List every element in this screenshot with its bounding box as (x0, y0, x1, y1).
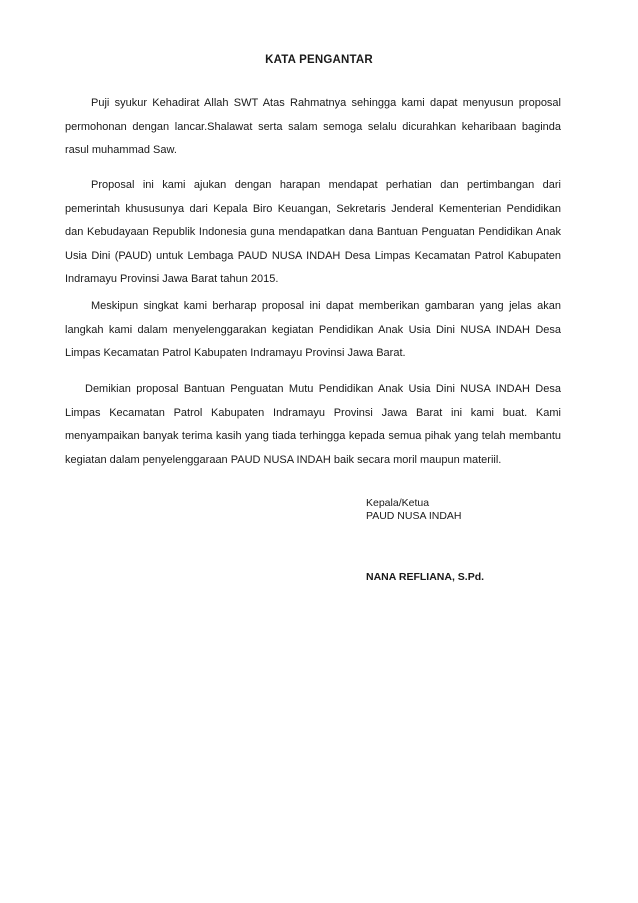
paragraph-3 (65, 295, 561, 366)
signature-role: Kepala/Ketua (366, 497, 430, 509)
paragraph-2 (65, 174, 561, 292)
document-title: KATA PENGANTAR (265, 54, 373, 66)
signature-name: NANA REFLIANA, S.Pd. (366, 571, 485, 583)
paragraph-4 (65, 378, 561, 472)
paragraph-1 (65, 92, 561, 163)
paragraph-2-text: Proposal ini kami ajukan dengan harapan mendapat perhatian dan pertimbangan dari pemerintah khususunya dari Kepala Biro Keuangan, Sekretaris Jenderal Kementerian Pendidikan dan Kebudayaan Republik Indonesia guna mendapatkan dana Bantuan Penguatan Pendidikan Anak Usia Dini (PAUD) untuk Lembaga PAUD NUSA INDAH Desa Limpas Kecamatan Patrol Kabupaten Indramayu Provinsi Jawa Barat tahun 2015. (65, 179, 561, 285)
signature-organization: PAUD NUSA INDAH (366, 510, 462, 522)
paragraph-4-text: Demikian proposal Bantuan Penguatan Mutu Pendidikan Anak Usia Dini NUSA INDAH Desa Limpas Kecamatan Patrol Kabupaten Indramayu Provinsi Jawa Barat ini kami buat. Kami menyampaikan banyak terima kasih yang tiada terhingga kepada semua pihak yang telah membantu kegiatan dalam penyelenggaraan PAUD NUSA INDAH baik secara moril maupun materiil. (65, 383, 561, 466)
paragraph-1-text: Puji syukur Kehadirat Allah SWT Atas Rahmatnya sehingga kami dapat menyusun proposal permohonan dengan lancar.Shalawat serta salam semoga selalu dicurahkan keharibaan baginda rasul muhammad Saw. (65, 97, 561, 156)
paragraph-3-text: Meskipun singkat kami berharap proposal ini dapat memberikan gambaran yang jelas akan langkah kami dalam menyelenggarakan kegiatan Pendidikan Anak Usia Dini NUSA INDAH Desa Limpas Kecamatan Patrol Kabupaten Indramayu Provinsi Jawa Barat. (65, 300, 561, 359)
